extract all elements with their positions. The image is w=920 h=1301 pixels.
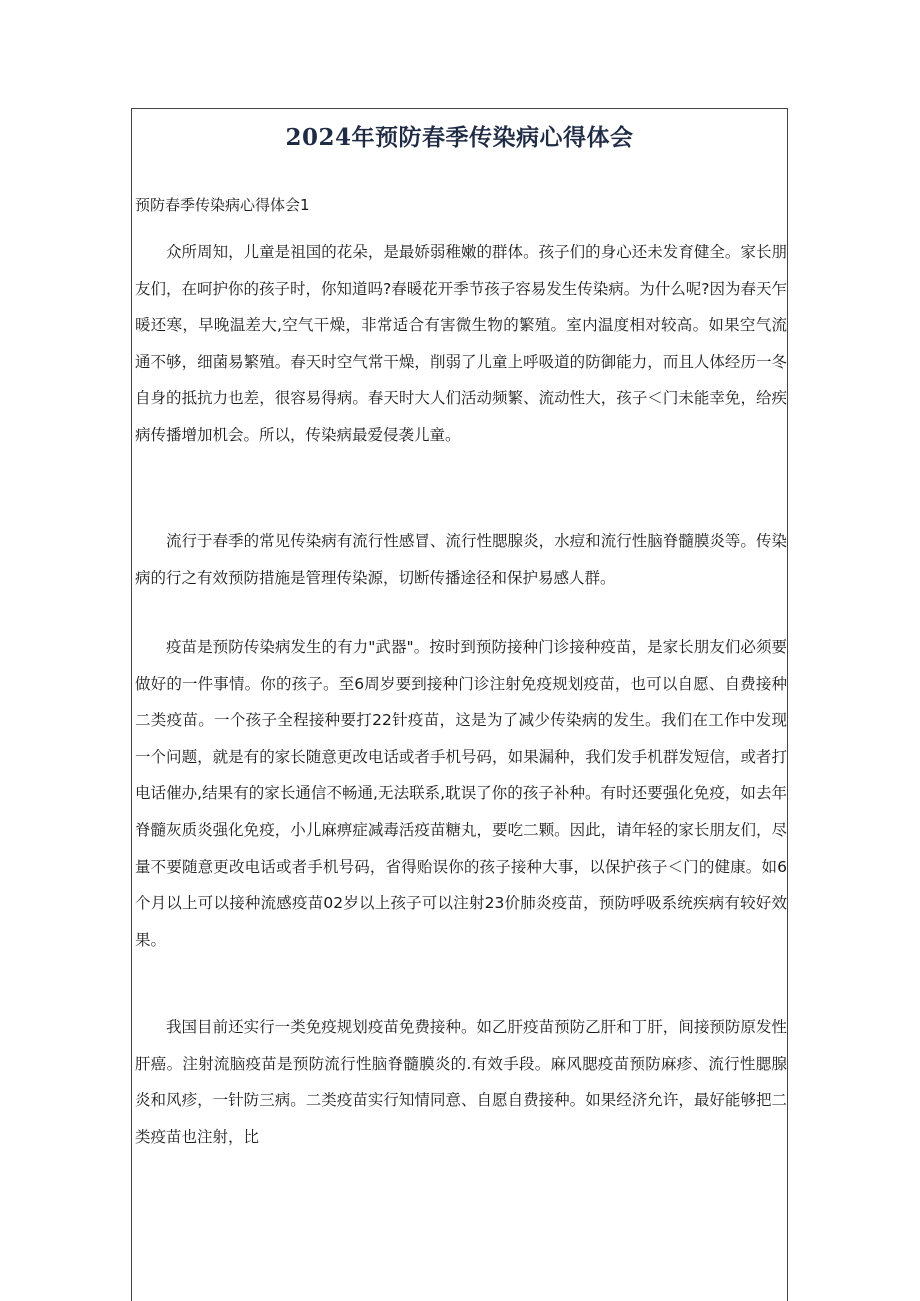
paragraph-1: 众所周知，儿童是祖国的花朵，是最娇弱稚嫩的群体。孩子们的身心还未发育健全。家长朋友们，在呵护你的孩子时，你知道吗?春暖花开季节孩子容易发生传染病。为什么呢?因为春天乍暖还寒，早晚温差大,空气干燥，非常适合有害微生物的繁殖。室内温度相对较高。如果空气流通不够，细菌易繁殖。春天时空气常干燥，削弱了儿童上呼吸道的防御能力，而且人体经历一冬自身的抵抗力也差，很容易得病。春天时大人们活动频繁、流动性大，孩子＜门未能幸免，给疾病传播增加机会。所以，传染病最爱侵袭儿童。 [135,243,787,444]
paragraph-2: 流行于春季的常见传染病有流行性感冒、流行性腮腺炎，水痘和流行性脑脊髓膜炎等。传染病的行之有效预防措施是管理传染源，切断传播途径和保护易感人群。 [135,532,787,587]
document-title: 2024年预防春季传染病心得体会 [285,124,634,151]
paragraph-3: 疫苗是预防传染病发生的有力"武器"。按时到预防接种门诊接种疫苗，是家长朋友们必须要做好的一件事情。你的孩子。至6周岁要到接种门诊注射免疫规划疫苗，也可以自愿、自费接种二类疫苗。一个孩子全程接种要打22针疫苗，这是为了减少传染病的发生。我们在工作中发现一个问题，就是有的家长随意更改电话或者手机号码，如果漏种，我们发手机群发短信，或者打电话催办,结果有的家长通信不畅通,无法联系,耽误了你的孩子补种。有时还要强化免疫，如去年脊髓灰质炎强化免疫，小儿麻痹症减毒活疫苗糖丸，要吃二颗。因此，请年轻的家长朋友们，尽量不要随意更改电话或者手机号码，省得贻误你的孩子接种大事，以保护孩子＜门的健康。如6个月以上可以接种流感疫苗02岁以上孩子可以注射23价肺炎疫苗，预防呼吸系统疾病有较好效果。 [135,638,787,949]
document-page [131,108,788,1301]
paragraph-4: 我国目前还实行一类免疫规划疫苗免费接种。如乙肝疫苗预防乙肝和丁肝，间接预防原发性肝癌。注射流脑疫苗是预防流行性脑脊髓膜炎的.有效手段。麻风腮疫苗预防麻疹、流行性腮腺炎和风疹，一针防三病。二类疫苗实行知情同意、自愿自费接种。如果经济允许，最好能够把二类疫苗也注射，比 [135,1018,787,1146]
section-heading: 预防春季传染病心得体会1 [135,196,310,214]
